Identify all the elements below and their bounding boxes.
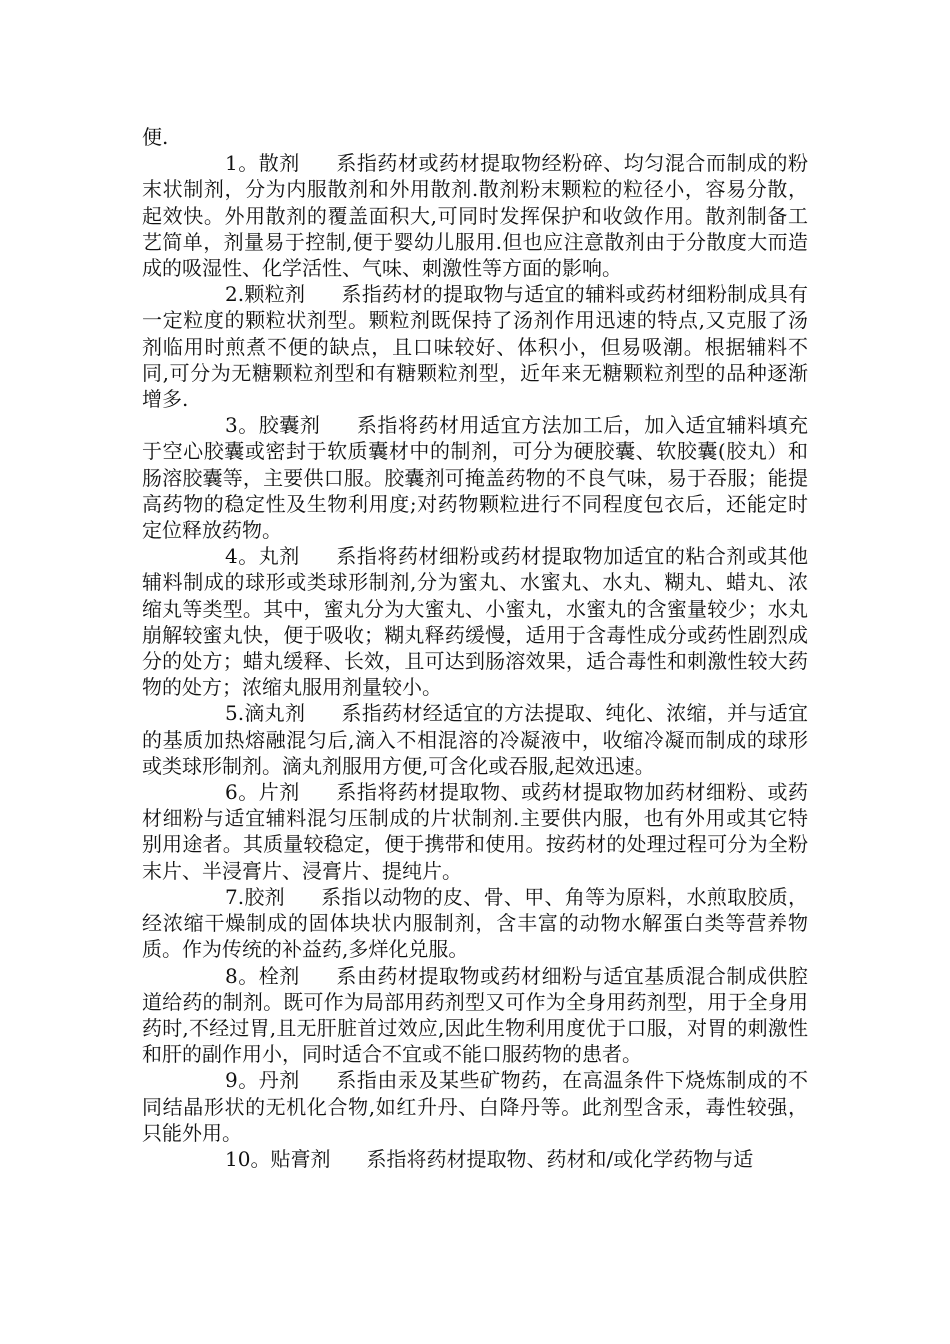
section-heading: 10。贴膏剂 [225,1146,331,1171]
section-capsule [142,412,808,543]
section-body: 系指将药材提取物、药材和/或化学药物与适 [366,1146,754,1171]
section-heading: 8。栓剂 [225,963,300,988]
section-body: 系指将药材提取物、或药材提取物加药材细粉、或药材细粉与适宜辅料混匀压制成的片状制剂.主要供内服，也有外用或其它特别用途者。其质量较稳定，便于携带和使用。按药材的处理过程可分为全粉末片、半浸膏片、浸膏片、提纯片。 [142,780,808,883]
section-heading: 3。胶囊剂 [225,413,321,438]
section-heading: 4。丸剂 [225,544,300,569]
section-body: 系指由汞及某些矿物药，在高温条件下烧炼制成的不同结晶形状的无机化合物,如红升丹、白降丹等。此剂型含汞，毒性较强，只能外用。 [142,1068,808,1145]
section-dan [142,1067,808,1146]
document-body [142,124,808,1172]
section-tablet [142,779,808,884]
section-heading: 9。丹剂 [225,1068,300,1093]
section-body: 系指药材经适宜的方法提取、纯化、浓缩，并与适宜的基质加热熔融混匀后,滴入不相混溶的冷凝液中，收缩冷凝而制成的球形或类球形制剂。滴丸剂服用方便,可含化或吞服,起效迅速。 [142,701,809,778]
section-body: 系指药材的提取物与适宜的辅料或药材细粉制成具有一定粒度的颗粒状剂型。颗粒剂既保持了汤剂作用迅速的特点,又克服了汤剂临用时煎煮不便的缺点，且口味较好、体积小，但易吸潮。根据辅料不同,可分为无糖颗粒剂型和有糖颗粒剂型，近年来无糖颗粒剂型的品种逐渐增多. [142,282,809,412]
section-body: 系指以动物的皮、骨、甲、角等为原料，水煎取胶质，经浓缩干燥制成的固体块状内服制剂，含丰富的动物水解蛋白类等营养物质。作为传统的补益药,多烊化兑服。 [142,884,808,962]
section-body: 系由药材提取物或药材细粉与适宜基质混合制成供腔道给药的制剂。既可作为局部用药剂型又可作为全身用药剂型，用于全身用药时,不经过胃,且无肝脏首过效应,因此生物利用度优于口服，对胃的刺激性和肝的副作用小，同时适合不宜或不能口服药物的患者。 [142,963,808,1067]
section-heading: 7.胶剂 [225,884,285,909]
section-heading: 5.滴丸剂 [225,701,306,726]
section-suppository [142,963,808,1068]
section-pill [142,543,808,700]
section-body: 系指将药材用适宜方法加工后，加入适宜辅料填充于空心胶囊或密封于软质囊材中的制剂，可分为硬胶囊、软胶囊(胶丸）和肠溶胶囊等，主要供口服。胶囊剂可掩盖药物的不良气味，易于吞服；能提高药物的稳定性及生物利用度;对药物颗粒进行不同程度包衣后，还能定时定位释放药物。 [142,413,808,543]
section-body: 系指药材或药材提取物经粉碎、均匀混合而制成的粉末状制剂，分为内服散剂和外用散剂.散剂粉末颗粒的粒径小，容易分散，起效快。外用散剂的覆盖面积大,可同时发挥保护和收敛作用。散剂制备工艺简单，剂量易于控制,便于婴幼儿服用.但也应注意散剂由于分散度大而造成的吸湿性、化学活性、气味、刺激性等方面的影响。 [142,151,808,281]
section-powder [142,150,808,281]
section-dripping-pill [142,700,808,779]
lead-fragment [142,124,808,150]
section-gelatin [142,884,808,963]
section-heading: 1。散剂 [225,151,300,176]
section-granule [142,281,808,412]
section-plaster [142,1146,808,1172]
lead-fragment-text: 便. [142,125,169,149]
section-body: 系指将药材细粉或药材提取物加适宜的粘合剂或其他辅料制成的球形或类球形制剂,分为蜜丸、水蜜丸、水丸、糊丸、蜡丸、浓缩丸等类型。其中，蜜丸分为大蜜丸、小蜜丸，水蜜丸的含蜜量较少；水丸崩解较蜜丸快，便于吸收；糊丸释药缓慢，适用于含毒性成分或药性剧烈成分的处方；蜡丸缓释、长效，且可达到肠溶效果，适合毒性和刺激性较大药物的处方；浓缩丸服用剂量较小。 [142,544,808,700]
section-heading: 2.颗粒剂 [225,282,306,307]
section-heading: 6。片剂 [225,780,300,805]
